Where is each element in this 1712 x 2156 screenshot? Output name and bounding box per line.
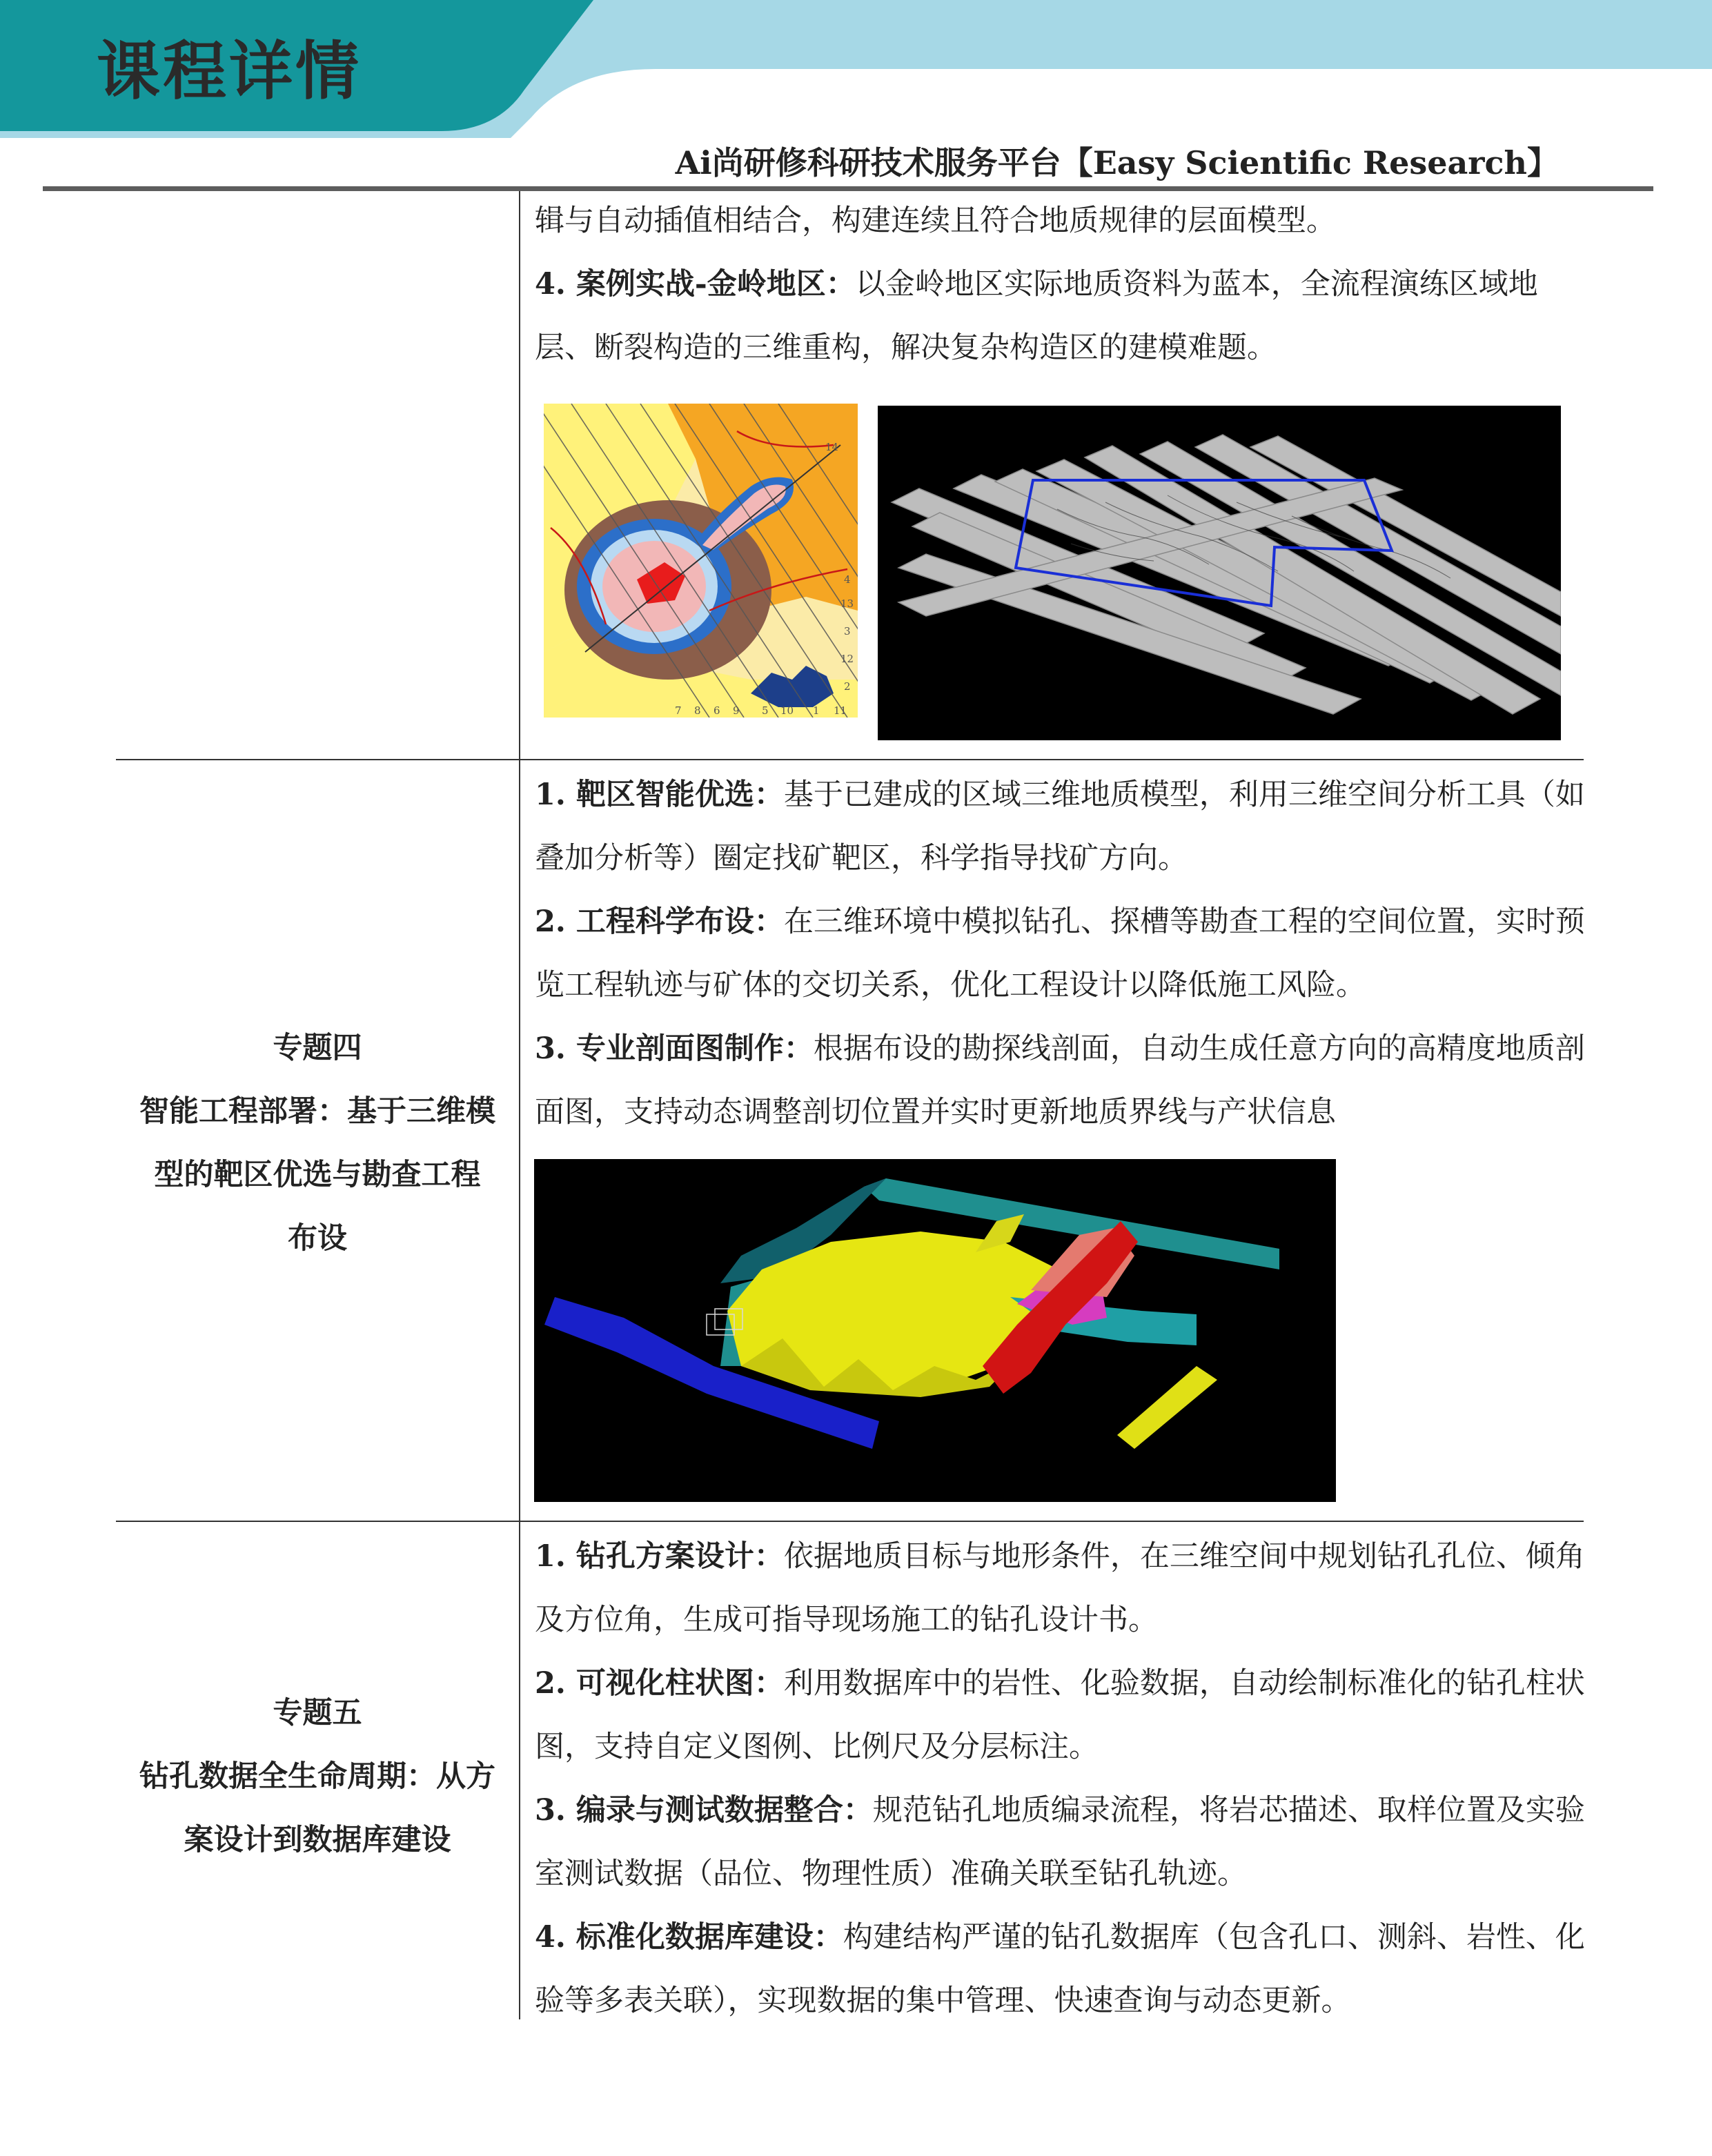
map-label: 14 xyxy=(825,441,839,453)
topic5-content xyxy=(535,1525,1591,2033)
3d-sections-image xyxy=(878,406,1561,740)
top-section-content xyxy=(535,189,1591,379)
topic5-subtitle-line: 钻孔数据全生命周期：从方 xyxy=(139,1759,495,1794)
map-label: 4 xyxy=(844,573,851,586)
item-text: 在三维环境中模拟钻孔、探槽等勘查工程的空间位置，实时预览工程轨迹与矿体的交切关系，优化工程设计以降低施工风险。 xyxy=(535,904,1585,1002)
map-label: 8 xyxy=(694,704,701,717)
item-text: 利用数据库中的岩性、化验数据，自动绘制标准化的钻孔柱状图，支持自定义图例、比例尺及分层标注。 xyxy=(535,1666,1585,1764)
topic5-heading xyxy=(116,1681,519,1872)
topic5-subtitle-line: 案设计到数据库建设 xyxy=(184,1823,451,1857)
map-label: 1 xyxy=(813,704,820,717)
topic4-subtitle-line: 布设 xyxy=(288,1221,347,1256)
item-label: 2. 工程科学布设： xyxy=(535,904,784,939)
geological-map-figure xyxy=(544,404,858,718)
topic4-content xyxy=(535,763,1591,1144)
list-item xyxy=(535,1652,1591,1779)
map-label: 13 xyxy=(840,597,854,610)
map-label: 9 xyxy=(733,704,740,717)
map-label: 5 xyxy=(762,704,769,717)
item-text: 依据地质目标与地形条件，在三维空间中规划钻孔孔位、倾角及方位角，生成可指导现场施工的钻孔设计书。 xyxy=(535,1539,1585,1637)
paragraph: 辑与自动插值相结合，构建连续且符合地质规律的层面模型。 xyxy=(535,204,1336,238)
list-item xyxy=(535,1906,1591,2033)
table-row-divider xyxy=(116,759,1584,760)
item-text: 根据布设的勘探线剖面，自动生成任意方向的高精度地质剖面图，支持动态调整剖切位置并实时更新地质界线与产状信息 xyxy=(535,1031,1585,1129)
list-item xyxy=(535,1525,1591,1652)
item-text: 以金岭地区实际地质资料为蓝本，全流程演练区域地层、断裂构造的三维重构，解决复杂构造区的建模难题。 xyxy=(535,267,1538,365)
list-item xyxy=(535,1779,1591,1906)
list-item xyxy=(535,253,1591,379)
item-label: 1. 靶区智能优选： xyxy=(535,778,784,812)
3d-orebody-image xyxy=(534,1159,1336,1502)
topic5-title: 专题五 xyxy=(273,1696,362,1730)
map-label: 2 xyxy=(844,680,851,693)
topic4-title: 专题四 xyxy=(273,1031,362,1065)
topic4-heading xyxy=(116,1016,519,1270)
map-label: 11 xyxy=(834,704,847,717)
geological-map-image xyxy=(544,404,858,718)
item-text: 规范钻孔地质编录流程，将岩芯描述、取样位置及实验室测试数据（品位、物理性质）准确关联至钻孔轨迹。 xyxy=(535,1793,1585,1891)
map-label: 6 xyxy=(714,704,720,717)
table-row-divider xyxy=(116,1521,1584,1522)
page-title: 课程详情 xyxy=(97,34,362,108)
map-label: 10 xyxy=(780,704,794,717)
list-item xyxy=(535,890,1591,1017)
item-label: 2. 可视化柱状图： xyxy=(535,1666,784,1701)
item-label: 1. 钻孔方案设计： xyxy=(535,1539,784,1574)
table-column-divider xyxy=(519,191,520,2019)
list-item xyxy=(535,763,1591,890)
map-label: 7 xyxy=(675,704,682,717)
item-label: 3. 编录与测试数据整合： xyxy=(535,1793,873,1828)
item-label: 4. 标准化数据库建设： xyxy=(535,1920,843,1955)
map-label: 3 xyxy=(844,625,851,637)
item-label: 3. 专业剖面图制作： xyxy=(535,1031,814,1066)
item-text: 构建结构严谨的钻孔数据库（包含孔口、测斜、岩性、化验等多表关联），实现数据的集中管理、快速查询与动态更新。 xyxy=(535,1920,1585,2018)
3d-sections-figure xyxy=(878,406,1561,740)
list-item xyxy=(535,1017,1591,1144)
topic4-subtitle-line: 智能工程部署：基于三维模 xyxy=(139,1094,495,1129)
map-label: 12 xyxy=(840,653,854,665)
topic4-subtitle-line: 型的靶区优选与勘查工程 xyxy=(154,1158,481,1192)
item-text: 基于已建成的区域三维地质模型，利用三维空间分析工具（如叠加分析等）圈定找矿靶区，科学指导找矿方向。 xyxy=(535,778,1585,876)
platform-name: Ai尚研修科研技术服务平台【Easy Scientific Research】 xyxy=(675,144,1559,181)
item-label: 4. 案例实战-金岭地区： xyxy=(535,267,856,301)
3d-orebody-figure xyxy=(534,1159,1336,1502)
